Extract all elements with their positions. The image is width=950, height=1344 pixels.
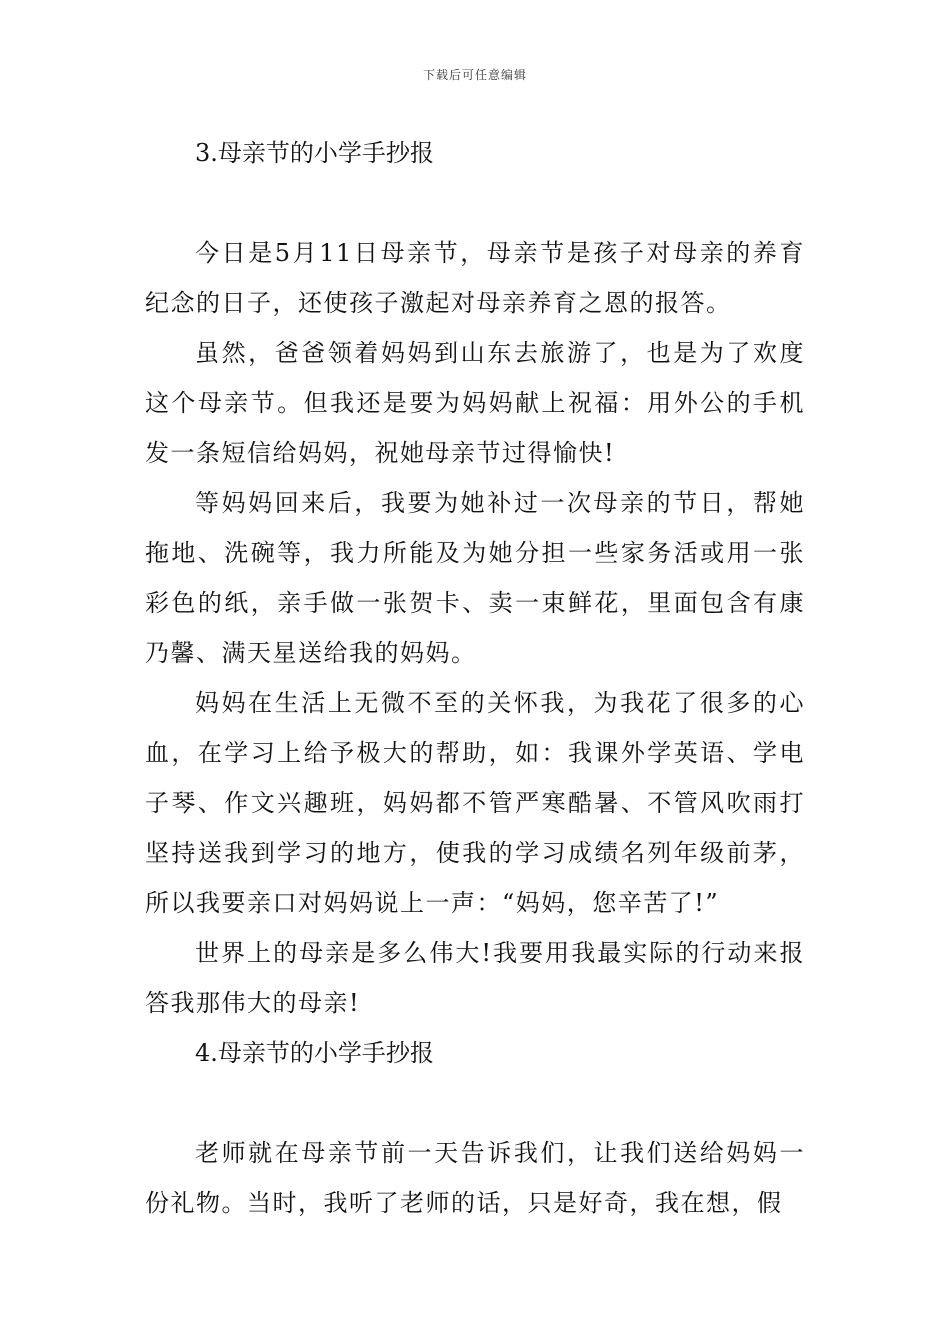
page-header-note: 下载后可任意编辑	[422, 68, 527, 82]
section-3-paragraph-1: 今日是5月11日母亲节，母亲节是孩子对母亲的养育纪念的日子，还使孩子激起对母亲养育之恩的报答。	[145, 239, 805, 317]
section-3-paragraph-4: 妈妈在生活上无微不至的关怀我，为我花了很多的心血，在学习上给予极大的帮助，如：我课外学英语、学电子琴、作文兴趣班，妈妈都不管严寒酷暑、不管风吹雨打坚持送我到学习的地方，使我的学习成绩名列年级前茅，所以我要亲口对妈妈说上一声：“妈妈，您辛苦了!”	[145, 689, 805, 917]
section-3-paragraph-3: 等妈妈回来后，我要为她补过一次母亲的节日，帮她拖地、洗碗等，我力所能及为她分担一些家务活或用一张彩色的纸，亲手做一张贺卡、卖一束鲜花，里面包含有康乃馨、满天星送给我的妈妈。	[145, 489, 805, 667]
section-3-paragraph-5: 世界上的母亲是多么伟大!我要用我最实际的行动来报答我那伟大的母亲!	[145, 939, 805, 1017]
section-3-heading: 3.母亲节的小学手抄报	[195, 139, 434, 167]
article-body	[145, 128, 805, 1228]
section-4-heading: 4.母亲节的小学手抄报	[195, 1039, 434, 1067]
blank-line	[145, 178, 805, 228]
blank-line	[145, 1078, 805, 1128]
section-3-paragraph-2: 虽然，爸爸领着妈妈到山东去旅游了，也是为了欢度这个母亲节。但我还是要为妈妈献上祝福：用外公的手机发一条短信给妈妈，祝她母亲节过得愉快!	[145, 339, 805, 467]
section-4-paragraph-1: 老师就在母亲节前一天告诉我们，让我们送给妈妈一份礼物。当时，我听了老师的话，只是好奇，我在想，假	[145, 1139, 805, 1217]
